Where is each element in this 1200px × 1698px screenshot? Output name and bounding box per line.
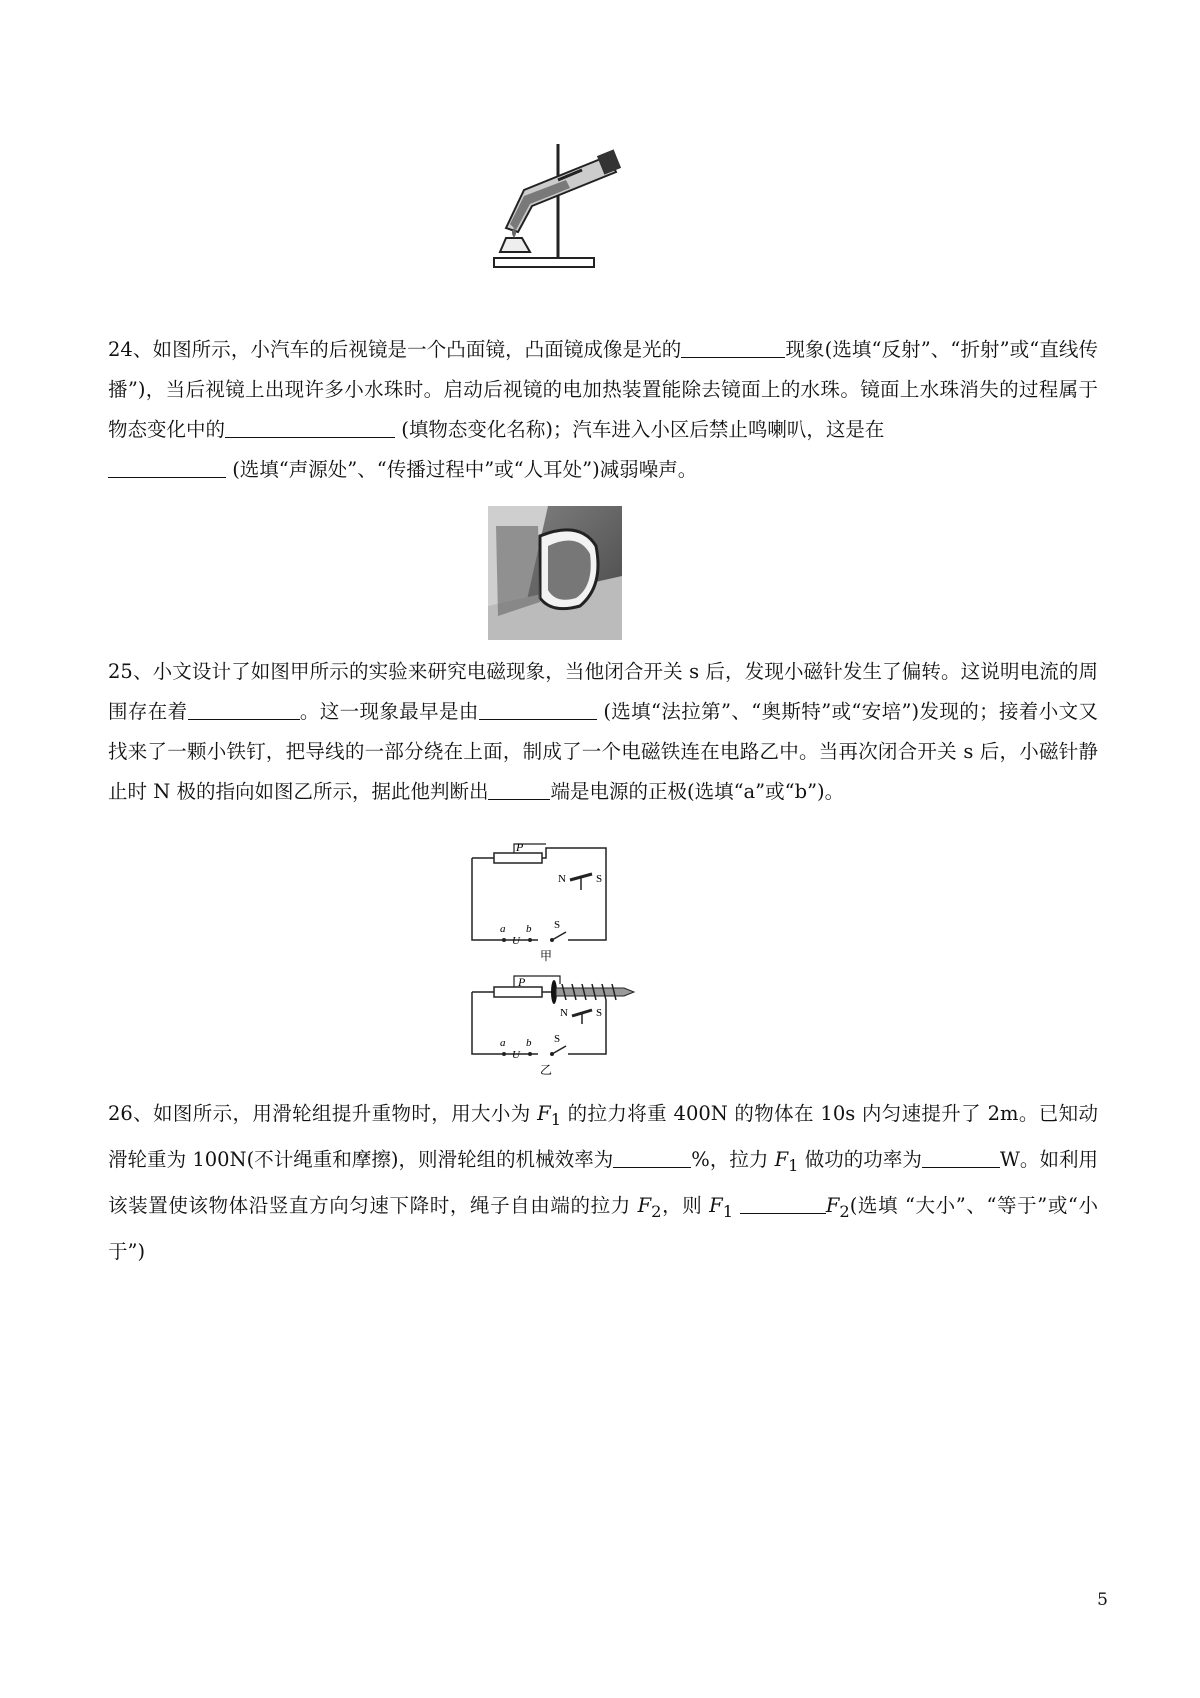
subscript: 2 xyxy=(839,1201,850,1221)
q25-text-4: 端是电源的正极(选填“a”或“b”)。 xyxy=(550,780,845,803)
q26-text-3: %，拉力 xyxy=(691,1147,775,1171)
q24-text-1: 24、如图所示，小汽车的后视镜是一个凸面镜，凸面镜成像是光的 xyxy=(108,338,682,361)
label-s: S xyxy=(596,1007,603,1019)
symbol-f: F xyxy=(709,1193,723,1217)
test-tube-heating-figure xyxy=(486,140,626,275)
label-b: b xyxy=(526,923,532,935)
answer-blank[interactable] xyxy=(488,779,550,800)
q26-text-2: 的拉力将重 400N 的物体在 10s 内匀速提升了 2m。已知动滑轮重为 100N(不计绳重和摩擦)，则滑轮组的机械效率为 xyxy=(108,1102,1098,1171)
label-switch: S xyxy=(554,919,561,931)
answer-blank[interactable] xyxy=(188,699,300,720)
subscript: 1 xyxy=(550,1109,562,1129)
question-26 xyxy=(108,1094,1098,1272)
answer-blank[interactable] xyxy=(108,457,226,478)
circuit-diagram-jia-yi xyxy=(468,838,644,1078)
symbol-f: F xyxy=(774,1147,789,1171)
symbol-f: F xyxy=(537,1102,551,1125)
q24-text-2: 现象(选填“反射”、“折射”或“直线传播”)，当后视镜上出现许多小水珠时。启动后视镜的电加热装置能除去镜面上的水珠。镜面上水珠消失的过程属于物态变化中的 xyxy=(108,338,1098,441)
q26-text-1: 26、如图所示，用滑轮组提升重物时，用大小为 xyxy=(108,1102,538,1125)
label-u: U xyxy=(512,935,520,947)
label-s: S xyxy=(596,873,603,885)
question-25 xyxy=(108,652,1098,812)
q26-text-7 xyxy=(733,1194,740,1217)
q24-text-3: (填物态变化名称)；汽车进入小区后禁止鸣喇叭，这是在 xyxy=(395,418,885,441)
subscript: 2 xyxy=(651,1201,662,1221)
q24-text-4: (选填“声源处”、“传播过程中”或“人耳处”)减弱噪声。 xyxy=(226,458,698,481)
label-a: a xyxy=(500,923,506,935)
answer-blank[interactable] xyxy=(225,417,395,438)
answer-blank[interactable] xyxy=(613,1147,691,1168)
page-number: 5 xyxy=(1097,1590,1108,1610)
symbol-f: F xyxy=(637,1193,652,1217)
label-b: b xyxy=(526,1037,532,1049)
q25-text-2: 。这一现象最早是由 xyxy=(299,700,479,723)
question-24 xyxy=(108,330,1098,490)
answer-blank[interactable] xyxy=(681,337,785,358)
answer-blank[interactable] xyxy=(740,1193,826,1214)
q26-text-5: W。如利用该装置使该物体沿竖直方向匀速下降时，绳子自由端的拉力 xyxy=(108,1147,1098,1217)
symbol-f: F xyxy=(825,1193,840,1217)
label-u: U xyxy=(512,1049,520,1061)
label-jia: 甲 xyxy=(540,949,553,963)
label-n: N xyxy=(558,873,566,885)
label-p: P xyxy=(518,975,526,989)
label-switch: S xyxy=(554,1033,561,1045)
rearview-mirror-photo xyxy=(488,506,622,640)
q26-text-6: ，则 xyxy=(661,1193,710,1217)
subscript: 1 xyxy=(788,1155,799,1175)
label-a: a xyxy=(500,1037,506,1049)
label-n: N xyxy=(560,1007,568,1019)
subscript: 1 xyxy=(722,1201,734,1221)
q25-text-3: (选填“法拉第”、“奥斯特”或“安培”)发现的；接着小文又找来了一颗小铁钉，把导线的一部分绕在上面，制成了一个电磁铁连在电路乙中。当再次闭合开关 s 后，小磁针静止时 N 极的指向如图乙所示，据此他判断出 xyxy=(108,700,1098,803)
q26-text-8: (选填 “大小”、“等于”或“小于”) xyxy=(108,1193,1099,1263)
answer-blank[interactable] xyxy=(922,1147,1000,1168)
answer-blank[interactable] xyxy=(479,699,597,720)
label-yi: 乙 xyxy=(540,1063,553,1077)
q25-text-1: 25、小文设计了如图甲所示的实验来研究电磁现象，当他闭合开关 s 后，发现小磁针发生了偏转。这说明电流的周围存在着 xyxy=(108,660,1098,723)
q26-text-4: 做功的功率为 xyxy=(798,1147,922,1171)
label-p: P xyxy=(516,840,524,854)
